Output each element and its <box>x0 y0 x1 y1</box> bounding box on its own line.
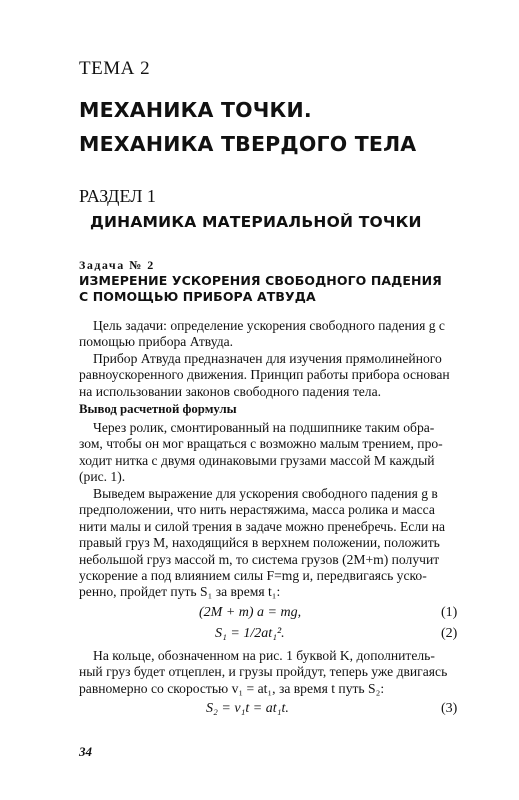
text-line: Через ролик, смонтированный на подшипнике таким обра- <box>93 420 435 435</box>
text-line: ускорение a под влиянием силы F=mg и, передвигаясь уско- <box>79 568 427 584</box>
equation-2: S₁ = 1/2at₁². <box>215 626 285 641</box>
text-line: (рис. 1). <box>79 469 126 485</box>
text-line: Прибор Атвуда предназначен для изучения прямолинейного <box>93 351 442 366</box>
equation-1-number: (1) <box>441 605 458 620</box>
text-line: ренно, пройдет путь S₁ за время t₁: <box>79 584 281 600</box>
page-number: 34 <box>79 744 92 759</box>
topic-label: ТЕМА 2 <box>79 58 151 79</box>
text-line: Цель задачи: определение ускорения свободного падения g с <box>93 318 445 333</box>
topic-title-line: МЕХАНИКА ТОЧКИ. <box>79 98 312 122</box>
task-title-line: С ПОМОЩЬЮ ПРИБОРА АТВУДА <box>79 289 316 304</box>
equation-3-number: (3) <box>441 701 458 716</box>
derivation-paragraph <box>79 486 466 601</box>
text-line: правый груз M, находящийся в верхнем положении, положить <box>79 535 440 551</box>
text-line: ходит нитка с двумя одинаковыми грузами массой M каждый <box>79 452 435 468</box>
text-line: зом, чтобы он мог вращаться с возможно малым трением, про- <box>79 436 443 452</box>
text-line: ный груз будет отцеплен, и грузы пройдут, теперь уже двигаясь <box>79 664 448 680</box>
text-line: На кольце, обозначенном на рис. 1 буквой K, дополнитель- <box>93 648 435 663</box>
text-line: нити малы и силой трения в задаче можно пренебречь. Если на <box>79 518 446 534</box>
text-line: на использовании законов свободного падения тела. <box>79 383 382 399</box>
text-line: Выведем выражение для ускорения свободного падения g в <box>93 486 438 501</box>
topic-title-line: МЕХАНИКА ТВЕРДОГО ТЕЛА <box>79 132 417 156</box>
text-line: равномерно со скоростью v₁ = at₁, за время t путь S₂: <box>79 680 385 696</box>
equation-2-number: (2) <box>441 626 458 641</box>
text-line: предположении, что нить нерастяжима, масса ролика и масса <box>79 502 435 518</box>
goal-paragraph <box>79 318 466 351</box>
derivation-heading: Вывод расчетной формулы <box>79 402 237 416</box>
task-number: Задача № 2 <box>79 258 155 272</box>
equation-1: (2M + m) a = mg, <box>199 605 302 620</box>
device-paragraph <box>79 351 466 400</box>
topic-title <box>79 93 416 161</box>
text-line: равноускоренного движения. Принцип работы прибора основан <box>79 367 450 383</box>
text-line: небольшой груз массой m, то система грузов (2M+m) получит <box>79 551 440 567</box>
equation-3: S₂ = v₁t = at₁t. <box>206 701 289 716</box>
text-line: помощью прибора Атвуда. <box>79 334 234 350</box>
roller-paragraph <box>79 420 466 486</box>
task-title-line: ИЗМЕРЕНИЕ УСКОРЕНИЯ СВОБОДНОГО ПАДЕНИЯ <box>79 273 442 288</box>
section-title: ДИНАМИКА МАТЕРИАЛЬНОЙ ТОЧКИ <box>90 213 422 231</box>
ring-paragraph <box>79 648 466 697</box>
task-title <box>79 273 442 305</box>
section-label: РАЗДЕЛ 1 <box>79 186 156 206</box>
